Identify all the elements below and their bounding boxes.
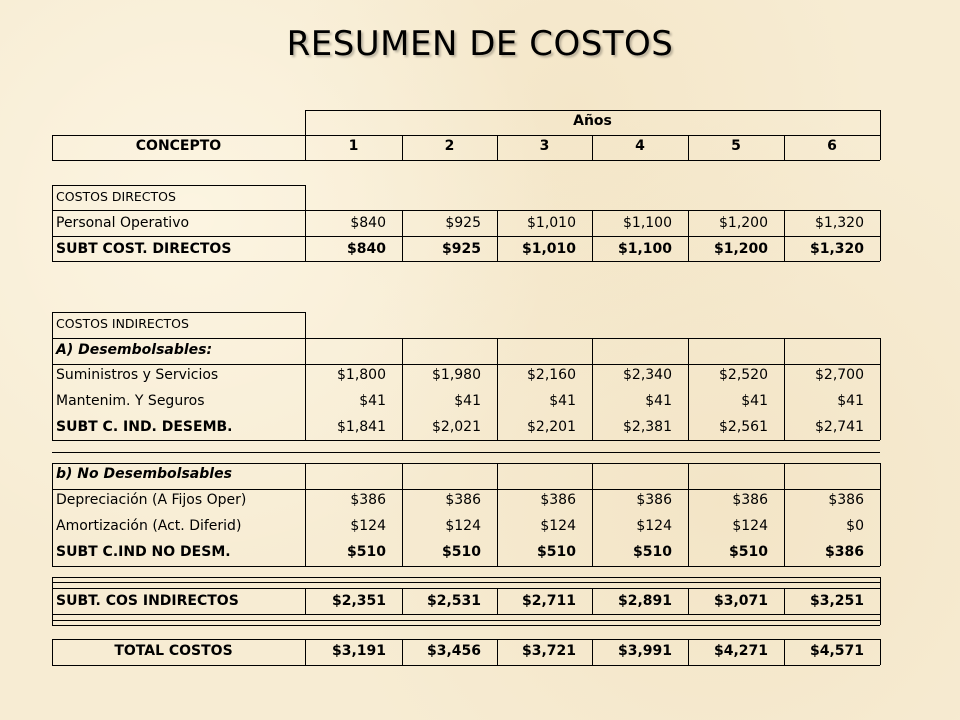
subsection-label: b) No Desembolsables	[56, 466, 232, 482]
table-row-value: $510	[729, 544, 768, 560]
table-row-value: $0	[846, 518, 864, 534]
table-row-value: $510	[442, 544, 481, 560]
table-row-value: $2,531	[426, 593, 481, 609]
column-rule	[52, 185, 53, 210]
column-rule	[880, 577, 881, 588]
table-row-label: Mantenim. Y Seguros	[56, 393, 205, 409]
table-row-value: $3,251	[809, 593, 864, 609]
table-row-value: $124	[445, 518, 481, 534]
table-row-value: $2,160	[527, 367, 576, 383]
column-rule	[880, 639, 881, 665]
year-header: 2	[444, 138, 455, 154]
table-row-value: $1,841	[337, 419, 386, 435]
table-row-value: $386	[445, 492, 481, 508]
column-rule	[880, 463, 881, 566]
table-row-label: Depreciación (A Fijos Oper)	[56, 492, 247, 508]
column-rule	[52, 210, 53, 261]
table-row-value: $386	[732, 492, 768, 508]
column-rule	[52, 463, 53, 566]
table-row-value: $2,891	[617, 593, 672, 609]
table-row-value: $124	[732, 518, 768, 534]
table-row-value: $386	[350, 492, 386, 508]
table-row-value: $4,271	[713, 643, 768, 659]
table-row-label: Personal Operativo	[56, 215, 190, 231]
table-rule	[52, 577, 880, 578]
table-row-value: $1,010	[527, 215, 576, 231]
table-row-value: $1,100	[617, 241, 672, 257]
table-row-value: $41	[359, 393, 386, 409]
table-row-label: Suministros y Servicios	[56, 367, 219, 383]
table-row-value: $510	[633, 544, 672, 560]
table-row-value: $1,800	[337, 367, 386, 383]
table-row-label: TOTAL COSTOS	[114, 643, 233, 659]
table-row-value: $840	[347, 241, 386, 257]
column-rule	[880, 110, 881, 160]
table-row-value: $1,010	[521, 241, 576, 257]
section-label-indirect: COSTOS INDIRECTOS	[56, 316, 189, 331]
table-row-value: $2,021	[432, 419, 481, 435]
table-rule	[52, 625, 880, 626]
column-rule	[305, 185, 306, 210]
table-row-value: $3,071	[713, 593, 768, 609]
table-row-value: $386	[828, 492, 864, 508]
table-rule	[52, 620, 880, 621]
table-row-value: $41	[645, 393, 672, 409]
year-header: 4	[635, 138, 645, 154]
subsection-label: A) Desembolsables:	[56, 342, 213, 358]
table-row-value: $3,721	[521, 643, 576, 659]
table-row-value: $124	[540, 518, 576, 534]
column-rule	[880, 210, 881, 261]
table-row-value: $2,520	[719, 367, 768, 383]
table-row-value: $925	[442, 241, 481, 257]
table-row-value: $1,320	[815, 215, 864, 231]
year-header: 3	[539, 138, 550, 154]
table-row-value: $840	[350, 215, 386, 231]
table-row-value: $386	[540, 492, 576, 508]
years-header: Años	[573, 113, 612, 129]
year-header: 5	[731, 138, 741, 154]
page-title: RESUMEN DE COSTOS	[286, 24, 674, 64]
table-row-value: $1,980	[432, 367, 481, 383]
table-row-value: $124	[350, 518, 386, 534]
table-row-value: $2,340	[623, 367, 672, 383]
column-rule	[52, 577, 53, 588]
section-label-direct: COSTOS DIRECTOS	[56, 189, 176, 204]
table-row-value: $1,200	[713, 241, 768, 257]
table-row-value: $3,991	[617, 643, 672, 659]
table-row-value: $2,700	[815, 367, 864, 383]
table-row-value: $925	[445, 215, 481, 231]
column-rule	[52, 312, 53, 338]
year-header: 6	[827, 138, 837, 154]
concept-header: CONCEPTO	[135, 138, 222, 154]
table-row-value: $386	[825, 544, 864, 560]
table-rule	[52, 452, 880, 453]
column-rule	[52, 338, 53, 440]
table-rule	[52, 614, 880, 615]
table-row-value: $124	[636, 518, 672, 534]
table-row-value: $2,381	[623, 419, 672, 435]
table-row-value: $2,351	[331, 593, 386, 609]
table-row-value: $386	[636, 492, 672, 508]
table-row-value: $510	[347, 544, 386, 560]
table-rule	[52, 160, 880, 161]
table-row-value: $510	[537, 544, 576, 560]
column-rule	[52, 588, 53, 614]
column-rule	[880, 588, 881, 614]
table-row-value: $1,200	[719, 215, 768, 231]
table-rule	[52, 440, 880, 441]
table-row-value: $2,711	[521, 593, 576, 609]
column-rule	[880, 338, 881, 440]
column-rule	[305, 312, 306, 338]
column-rule	[52, 614, 53, 625]
table-row-value: $1,320	[809, 241, 864, 257]
table-row-label: SUBT C. IND. DESEMB.	[56, 419, 233, 435]
table-row-value: $4,571	[809, 643, 864, 659]
table-row-label: Amortización (Act. Diferid)	[56, 518, 242, 534]
table-row-label: SUBT C.IND NO DESM.	[56, 544, 231, 560]
table-row-label: SUBT COST. DIRECTOS	[56, 241, 232, 257]
table-row-value: $41	[837, 393, 864, 409]
table-row-value: $1,100	[623, 215, 672, 231]
year-header: 1	[348, 138, 359, 154]
table-row-label: SUBT. COS INDIRECTOS	[56, 593, 239, 609]
table-rule	[52, 665, 880, 666]
table-rule	[52, 566, 880, 567]
table-row-value: $2,201	[527, 419, 576, 435]
table-row-value: $2,561	[719, 419, 768, 435]
table-row-value: $3,456	[426, 643, 481, 659]
table-row-value: $41	[741, 393, 768, 409]
table-rule	[52, 582, 880, 583]
table-row-value: $2,741	[815, 419, 864, 435]
table-row-value: $41	[454, 393, 481, 409]
table-row-value: $41	[549, 393, 576, 409]
column-rule	[880, 614, 881, 625]
table-row-value: $3,191	[331, 643, 386, 659]
